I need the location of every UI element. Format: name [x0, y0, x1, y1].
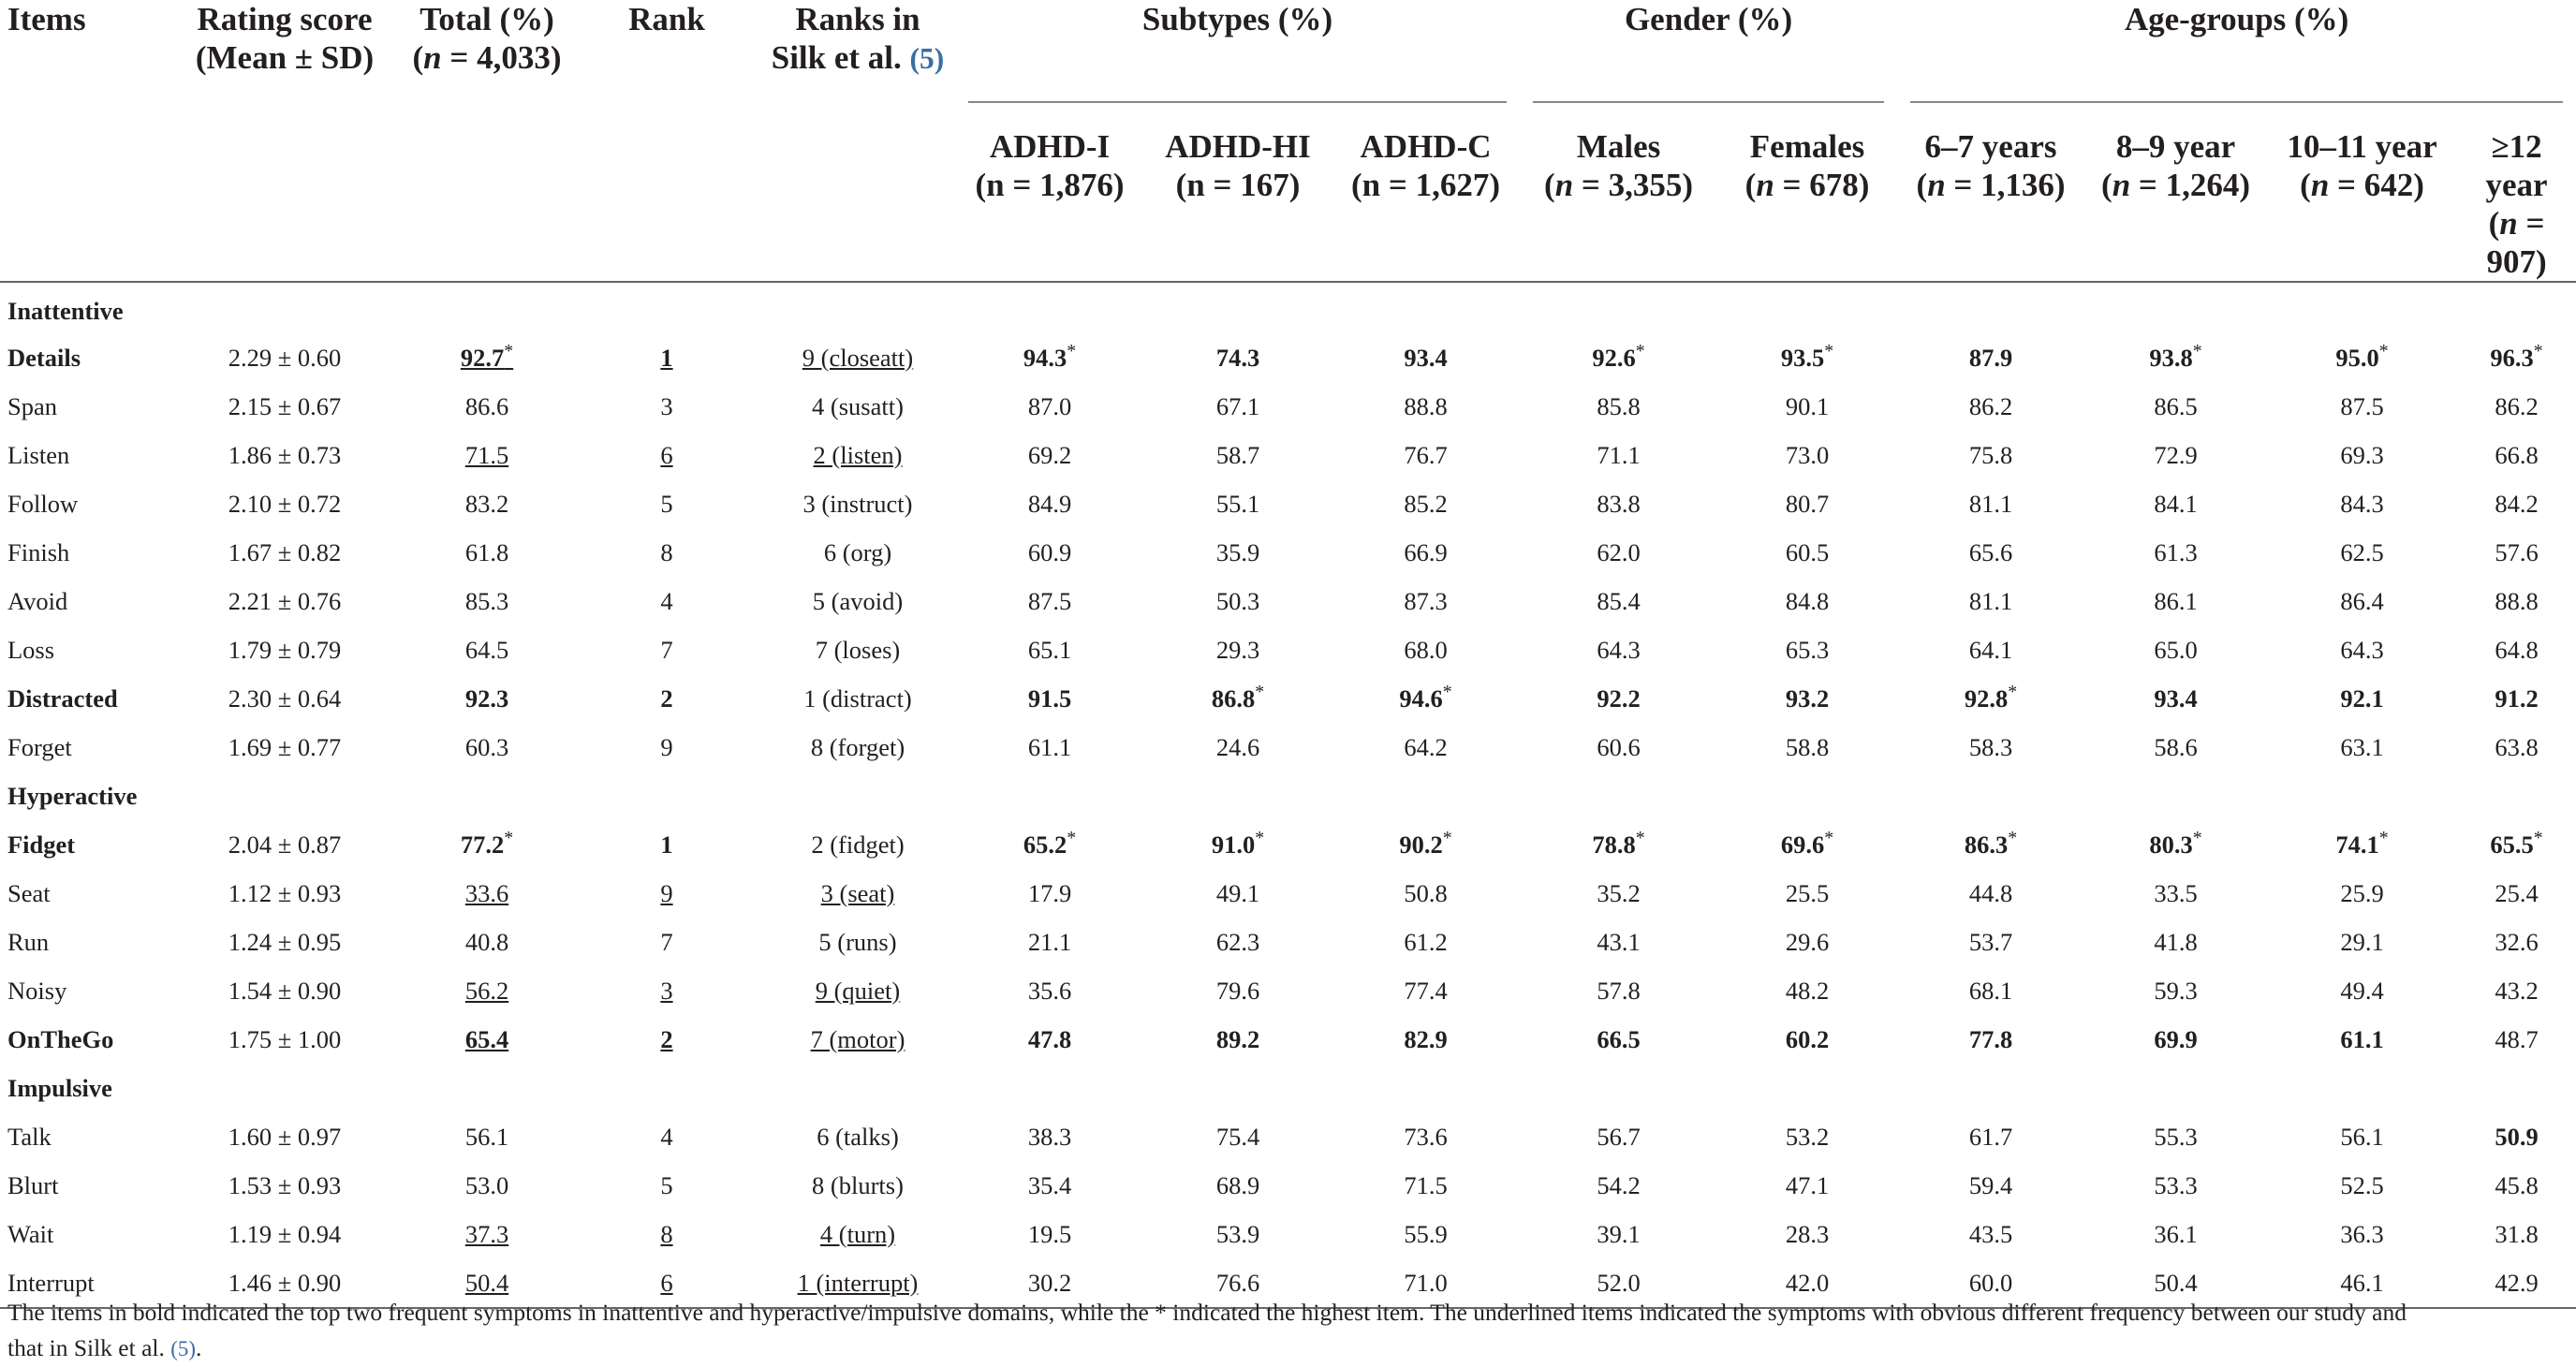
- table-cell: 2.29 ± 0.60: [228, 343, 342, 372]
- table-cell: 1.79 ± 0.79: [228, 635, 342, 664]
- table-cell: 36.1: [2154, 1219, 2198, 1248]
- table-cell: 35.9: [1215, 537, 1260, 566]
- table-cell: 89.2: [1215, 1024, 1260, 1053]
- table-cell: 48.2: [1785, 976, 1830, 1005]
- table-cell: 69.2: [1027, 440, 1072, 469]
- table-cell: 77.4: [1404, 976, 1448, 1005]
- table-cell: 29.6: [1785, 927, 1830, 956]
- table-cell: 61.7: [1968, 1122, 2013, 1151]
- table-cell: 47.8: [1027, 1024, 1072, 1053]
- table-cell: 36.3: [2340, 1219, 2384, 1248]
- table-cell: 86.2: [2495, 391, 2539, 420]
- table-cell: 92.1: [2340, 684, 2384, 713]
- table-cell: 1.69 ± 0.77: [228, 732, 342, 761]
- table-cell: 92.6*: [1592, 340, 1645, 372]
- table-cell: 86.8*: [1211, 681, 1265, 713]
- table-cell: 65.3: [1785, 635, 1830, 664]
- table-row: [0, 674, 2576, 723]
- table-cell: 8: [660, 537, 673, 566]
- table-cell: 61.1: [1027, 732, 1072, 761]
- table-cell: 47.1: [1785, 1170, 1830, 1199]
- table-cell: 84.3: [2340, 489, 2384, 518]
- table-cell: 94.6*: [1399, 681, 1452, 713]
- section-label: Hyperactive: [7, 781, 138, 810]
- item-label: Span: [7, 391, 57, 420]
- table-cell: 62.5: [2340, 537, 2384, 566]
- table-row: [0, 1112, 2576, 1161]
- table-row: [0, 431, 2576, 479]
- table-cell: 87.9: [1968, 343, 2013, 372]
- table-cell: 68.1: [1968, 976, 2013, 1005]
- table-cell: 65.0: [2154, 635, 2198, 664]
- table-row: [0, 723, 2576, 772]
- table-cell: 63.8: [2495, 732, 2539, 761]
- col-header-sub: ADHD-HI (n = 167): [1165, 128, 1311, 203]
- table-row: [0, 625, 2576, 674]
- col-header-rank: Rank: [628, 1, 705, 37]
- section-label: Inattentive: [7, 296, 124, 325]
- item-label: Loss: [7, 635, 55, 664]
- table-row: [0, 333, 2576, 382]
- table-cell: 39.1: [1597, 1219, 1641, 1248]
- col-header-items: Items: [7, 1, 86, 37]
- table-cell: 31.8: [2495, 1219, 2539, 1248]
- table-cell: 28.3: [1785, 1219, 1830, 1248]
- col-header-sub: 10–11 year (n = 642): [2287, 128, 2437, 203]
- table-cell: 55.3: [2154, 1122, 2198, 1151]
- table-cell: 85.8: [1597, 391, 1641, 420]
- item-label: OnTheGo: [7, 1024, 114, 1053]
- table-cell: 71.5: [464, 440, 509, 469]
- table-cell: 95.0*: [2335, 340, 2389, 372]
- table-cell: 2 (listen): [813, 440, 903, 469]
- section-row: [0, 282, 2576, 333]
- table-cell: 4: [660, 1122, 673, 1151]
- table-cell: 25.9: [2340, 878, 2384, 907]
- table-cell: 5 (avoid): [812, 586, 904, 615]
- table-footnote: The items in bold indicated the top two frequent symptoms in inattentive and hyperactive/impulsive domains, while the * indicated the highest item. The underlined items indicated the symptoms with obvious different frequency between our study and that in Silk et al. (5).: [7, 1299, 2407, 1361]
- table-cell: 33.6: [464, 878, 509, 907]
- table-cell: 80.3*: [2149, 827, 2202, 859]
- table-cell: 9 (closeatt): [802, 343, 914, 372]
- table-cell: 81.1: [1968, 586, 2013, 615]
- table-cell: 53.7: [1968, 927, 2013, 956]
- table-cell: 43.2: [2495, 976, 2539, 1005]
- table-cell: 83.8: [1597, 489, 1641, 518]
- table-cell: 78.8*: [1592, 827, 1645, 859]
- table-cell: 93.5*: [1780, 340, 1834, 372]
- table-cell: 40.8: [464, 927, 509, 956]
- table-cell: 32.6: [2495, 927, 2539, 956]
- table-cell: 6 (org): [823, 537, 892, 566]
- table-cell: 43.5: [1968, 1219, 2013, 1248]
- table-cell: 56.7: [1597, 1122, 1641, 1151]
- table-cell: 92.7*: [460, 340, 514, 372]
- table-cell: 86.4: [2340, 586, 2384, 615]
- table-cell: 84.1: [2154, 489, 2198, 518]
- table-cell: 25.5: [1785, 878, 1830, 907]
- table-cell: 33.5: [2154, 878, 2198, 907]
- table-cell: 91.0*: [1211, 827, 1265, 859]
- table-row: [0, 1015, 2576, 1064]
- table-cell: 50.8: [1404, 878, 1448, 907]
- table-cell: 93.4: [2154, 684, 2198, 713]
- col-header-silk: Ranks in Silk et al. (5): [771, 1, 945, 76]
- table-cell: 2.15 ± 0.67: [228, 391, 342, 420]
- table-cell: 58.6: [2154, 732, 2198, 761]
- table-cell: 62.3: [1215, 927, 1260, 956]
- table-cell: 75.8: [1968, 440, 2013, 469]
- table-cell: 79.6: [1215, 976, 1260, 1005]
- table-cell: 50.9: [2495, 1122, 2539, 1151]
- table-cell: 56.2: [464, 976, 509, 1005]
- table-row: [0, 577, 2576, 625]
- table-cell: 91.5: [1027, 684, 1072, 713]
- table-cell: 48.7: [2495, 1024, 2539, 1053]
- table-cell: 68.0: [1404, 635, 1448, 664]
- table-cell: 4 (turn): [819, 1219, 896, 1248]
- table-cell: 50.4: [401, 1258, 573, 1308]
- table-cell: 1.86 ± 0.73: [228, 440, 342, 469]
- item-label: Interrupt: [0, 1258, 169, 1308]
- table-cell: 64.8: [2495, 635, 2539, 664]
- table-cell: 1.60 ± 0.97: [228, 1122, 342, 1151]
- table-cell: 66.8: [2495, 440, 2539, 469]
- table-cell: 74.3: [1215, 343, 1260, 372]
- table-cell: 7 (loses): [815, 635, 901, 664]
- section-row: [0, 1064, 2576, 1112]
- table-cell: 72.9: [2154, 440, 2198, 469]
- table-cell: 2: [660, 684, 673, 713]
- table-cell: 84.2: [2495, 489, 2539, 518]
- table-cell: 45.8: [2495, 1170, 2539, 1199]
- table-cell: 1.46 ± 0.90: [169, 1258, 401, 1308]
- table-cell: 96.3*: [2490, 340, 2543, 372]
- table-cell: 60.2: [1785, 1024, 1830, 1053]
- table-cell: 85.4: [1597, 586, 1641, 615]
- table-cell: 24.6: [1215, 732, 1260, 761]
- group-header-subtypes: Subtypes (%): [955, 0, 1520, 103]
- item-label: Talk: [7, 1122, 52, 1151]
- table-row: [0, 966, 2576, 1015]
- col-header-sub: ≥12 year (n = 907): [2485, 128, 2548, 280]
- table-cell: 60.9: [1027, 537, 1072, 566]
- table-cell: 61.2: [1404, 927, 1448, 956]
- table-cell: 5: [660, 489, 673, 518]
- table-cell: 67.1: [1215, 391, 1260, 420]
- table-cell: 59.3: [2154, 976, 2198, 1005]
- table-cell: 64.1: [1968, 635, 2013, 664]
- table-cell: 3: [660, 976, 673, 1005]
- table-cell: 75.4: [1215, 1122, 1260, 1151]
- table-cell: 93.8*: [2149, 340, 2202, 372]
- table-cell: 54.2: [1597, 1170, 1641, 1199]
- section-row: [0, 772, 2576, 820]
- table-cell: 92.2: [1597, 684, 1641, 713]
- table-cell: 3: [660, 391, 673, 420]
- col-header-sub: ADHD-I (n = 1,876): [975, 128, 1125, 203]
- table-cell: 86.2: [1968, 391, 2013, 420]
- table-cell: 29.1: [2340, 927, 2384, 956]
- table-cell: 7: [660, 635, 673, 664]
- table-cell: 61.1: [2340, 1024, 2384, 1053]
- table-cell: 65.4: [464, 1024, 509, 1053]
- table-row: [0, 382, 2576, 431]
- table-cell: 91.2: [2495, 684, 2539, 713]
- col-header-sub: Females (n = 678): [1744, 128, 1870, 203]
- item-label: Listen: [7, 440, 70, 469]
- item-label: Wait: [7, 1219, 54, 1248]
- table-cell: 81.1: [1968, 489, 2013, 518]
- table-cell: 85.3: [464, 586, 509, 615]
- item-label: Finish: [7, 537, 70, 566]
- table-cell: 6 (talks): [817, 1122, 899, 1151]
- table-cell: 9: [660, 878, 673, 907]
- table-cell: 7 (motor): [810, 1024, 905, 1053]
- table-cell: 1 (distract): [803, 684, 912, 713]
- table-cell: 6: [573, 1258, 760, 1308]
- table-cell: 65.1: [1027, 635, 1072, 664]
- table-cell: 64.2: [1404, 732, 1448, 761]
- table-cell: 56.1: [2340, 1122, 2384, 1151]
- table-cell: 88.8: [2495, 586, 2539, 615]
- table-cell: 71.0: [1332, 1258, 1520, 1308]
- table-cell: 61.3: [2154, 537, 2198, 566]
- table-cell: 60.0: [1897, 1258, 2084, 1308]
- table-row: [0, 820, 2576, 869]
- table-cell: 93.4: [1404, 343, 1448, 372]
- col-header-sub: 6–7 years (n = 1,136): [1916, 128, 2066, 203]
- item-label: Fidget: [7, 830, 76, 859]
- table-cell: 62.0: [1597, 537, 1641, 566]
- item-label: Distracted: [7, 684, 118, 713]
- table-cell: 35.4: [1027, 1170, 1072, 1199]
- table-cell: 2.30 ± 0.64: [228, 684, 342, 713]
- table-cell: 76.7: [1404, 440, 1448, 469]
- table-cell: 64.3: [1597, 635, 1641, 664]
- table-cell: 73.6: [1404, 1122, 1448, 1151]
- table-cell: 53.2: [1785, 1122, 1830, 1151]
- table-cell: 87.3: [1404, 586, 1448, 615]
- table-cell: 55.9: [1404, 1219, 1448, 1248]
- table-cell: 7: [660, 927, 673, 956]
- footnote-reference-link[interactable]: (5): [170, 1337, 196, 1360]
- table-cell: 46.1: [2267, 1258, 2457, 1308]
- table-row: [0, 1161, 2576, 1210]
- table-cell: 73.0: [1785, 440, 1830, 469]
- table-cell: 35.6: [1027, 976, 1072, 1005]
- table-cell: 9 (quiet): [815, 976, 901, 1005]
- table-cell: 65.6: [1968, 537, 2013, 566]
- table-cell: 50.4: [2084, 1258, 2267, 1308]
- table-cell: 49.1: [1215, 878, 1260, 907]
- col-header-total: Total (%) (n = 4,033): [412, 1, 562, 76]
- table-cell: 8 (forget): [810, 732, 905, 761]
- item-label: Forget: [7, 732, 72, 761]
- table-cell: 58.8: [1785, 732, 1830, 761]
- item-label: Details: [7, 343, 81, 372]
- table-cell: 86.6: [464, 391, 509, 420]
- table-cell: 58.3: [1968, 732, 2013, 761]
- col-header-sub: ADHD-C (n = 1,627): [1351, 128, 1500, 203]
- table-cell: 69.6*: [1780, 827, 1834, 859]
- table-cell: 92.3: [464, 684, 509, 713]
- item-label: Seat: [7, 878, 51, 907]
- table-cell: 88.8: [1404, 391, 1448, 420]
- table-cell: 66.5: [1597, 1024, 1641, 1053]
- item-label: Blurt: [7, 1170, 59, 1199]
- item-label: Follow: [7, 489, 79, 518]
- table-cell: 1 (interrupt): [760, 1258, 955, 1308]
- table-cell: 2 (fidget): [811, 830, 905, 859]
- table-cell: 87.0: [1027, 391, 1072, 420]
- table-cell: 80.7: [1785, 489, 1830, 518]
- table-cell: 82.9: [1404, 1024, 1448, 1053]
- table-cell: 83.2: [464, 489, 509, 518]
- table-cell: 52.5: [2340, 1170, 2384, 1199]
- col-header-rating: Rating score (Mean ± SD): [195, 1, 375, 76]
- table-cell: 63.1: [2340, 732, 2384, 761]
- table-cell: 1: [660, 830, 673, 859]
- table-cell: 1.67 ± 0.82: [228, 537, 342, 566]
- table-cell: 3 (seat): [820, 878, 895, 907]
- table-cell: 65.2*: [1023, 827, 1077, 859]
- table-cell: 94.3*: [1023, 340, 1077, 372]
- table-cell: 52.0: [1520, 1258, 1717, 1308]
- table-cell: 74.1*: [2335, 827, 2389, 859]
- table-cell: 3 (instruct): [802, 489, 913, 518]
- col-header-sub: Males (n = 3,355): [1544, 128, 1694, 203]
- table-cell: 42.9: [2457, 1258, 2576, 1308]
- table-cell: 6: [660, 440, 673, 469]
- table-cell: 60.3: [464, 732, 509, 761]
- table-cell: 69.9: [2154, 1024, 2198, 1053]
- table-cell: 2.21 ± 0.76: [228, 586, 342, 615]
- table-cell: 1.24 ± 0.95: [228, 927, 342, 956]
- table-cell: 71.5: [1404, 1170, 1448, 1199]
- table-cell: 84.9: [1027, 489, 1072, 518]
- table-row: [0, 528, 2576, 577]
- table-cell: 17.9: [1027, 878, 1072, 907]
- table-cell: 71.1: [1597, 440, 1641, 469]
- table-cell: 86.5: [2154, 391, 2198, 420]
- table-cell: 1.54 ± 0.90: [228, 976, 342, 1005]
- table-cell: 76.6: [1144, 1258, 1332, 1308]
- table-cell: 77.8: [1968, 1024, 2013, 1053]
- table-cell: 53.9: [1215, 1219, 1260, 1248]
- table-cell: 53.0: [464, 1170, 509, 1199]
- table-cell: 86.1: [2154, 586, 2198, 615]
- table-cell: 5 (runs): [818, 927, 897, 956]
- reference-link[interactable]: (5): [909, 42, 945, 75]
- table-cell: 5: [660, 1170, 673, 1199]
- table-cell: 2: [660, 1024, 673, 1053]
- table-row: [0, 918, 2576, 966]
- table-cell: 8 (blurts): [812, 1170, 904, 1199]
- table-cell: 9: [660, 732, 673, 761]
- table-row: [0, 479, 2576, 528]
- table-cell: 30.2: [955, 1258, 1144, 1308]
- table-cell: 58.7: [1215, 440, 1260, 469]
- table-cell: 2.04 ± 0.87: [228, 830, 342, 859]
- table-cell: 21.1: [1027, 927, 1072, 956]
- table-cell: 4: [660, 586, 673, 615]
- table-cell: 37.3: [464, 1219, 509, 1248]
- group-header-age: Age-groups (%): [1897, 0, 2576, 103]
- table-cell: 68.9: [1215, 1170, 1260, 1199]
- item-label: Run: [7, 927, 50, 956]
- table-cell: 35.2: [1597, 878, 1641, 907]
- table-cell: 8: [660, 1219, 673, 1248]
- table-cell: 90.1: [1785, 391, 1830, 420]
- table-cell: 56.1: [464, 1122, 509, 1151]
- table-cell: 85.2: [1404, 489, 1448, 518]
- table-cell: 92.8*: [1964, 681, 2018, 713]
- table-cell: 38.3: [1027, 1122, 1072, 1151]
- table-cell: 66.9: [1404, 537, 1448, 566]
- table-cell: 1: [660, 343, 673, 372]
- group-header-gender: Gender (%): [1520, 0, 1897, 103]
- table-cell: 87.5: [2340, 391, 2384, 420]
- table-cell: 19.5: [1027, 1219, 1072, 1248]
- table-cell: 2.10 ± 0.72: [228, 489, 342, 518]
- table-cell: 64.5: [464, 635, 509, 664]
- table-cell: 55.1: [1215, 489, 1260, 518]
- item-label: Noisy: [7, 976, 67, 1005]
- table-cell: 1.12 ± 0.93: [228, 878, 342, 907]
- table-cell: 53.3: [2154, 1170, 2198, 1199]
- col-header-sub: 8–9 year (n = 1,264): [2101, 128, 2251, 203]
- table-cell: 86.3*: [1964, 827, 2018, 859]
- table-cell: 57.6: [2495, 537, 2539, 566]
- table-cell: 1.53 ± 0.93: [228, 1170, 342, 1199]
- table-cell: 43.1: [1597, 927, 1641, 956]
- table-cell: 41.8: [2154, 927, 2198, 956]
- table-cell: 87.5: [1027, 586, 1072, 615]
- table-cell: 60.6: [1597, 732, 1641, 761]
- table-cell: 4 (susatt): [812, 391, 904, 420]
- section-label: Impulsive: [7, 1073, 112, 1102]
- table-cell: 60.5: [1785, 537, 1830, 566]
- table-cell: 84.8: [1785, 586, 1830, 615]
- table-cell: 42.0: [1717, 1258, 1897, 1308]
- table-cell: 64.3: [2340, 635, 2384, 664]
- table-cell: 44.8: [1968, 878, 2013, 907]
- table-cell: 59.4: [1968, 1170, 2013, 1199]
- table-cell: 61.8: [464, 537, 509, 566]
- table-cell: 29.3: [1215, 635, 1260, 664]
- table-cell: 90.2*: [1399, 827, 1452, 859]
- table-cell: 49.4: [2340, 976, 2384, 1005]
- table-cell: 50.3: [1215, 586, 1260, 615]
- table-cell: 25.4: [2495, 878, 2539, 907]
- item-label: Avoid: [7, 586, 68, 615]
- table-row: [0, 869, 2576, 918]
- table-cell: 1.75 ± 1.00: [228, 1024, 342, 1053]
- table-cell: 69.3: [2340, 440, 2384, 469]
- table-cell: 77.2*: [460, 827, 514, 859]
- table-cell: 57.8: [1597, 976, 1641, 1005]
- table-cell: 1.19 ± 0.94: [228, 1219, 342, 1248]
- table-cell: 65.5*: [2490, 827, 2543, 859]
- table-cell: 93.2: [1785, 684, 1830, 713]
- table-row: [0, 1210, 2576, 1258]
